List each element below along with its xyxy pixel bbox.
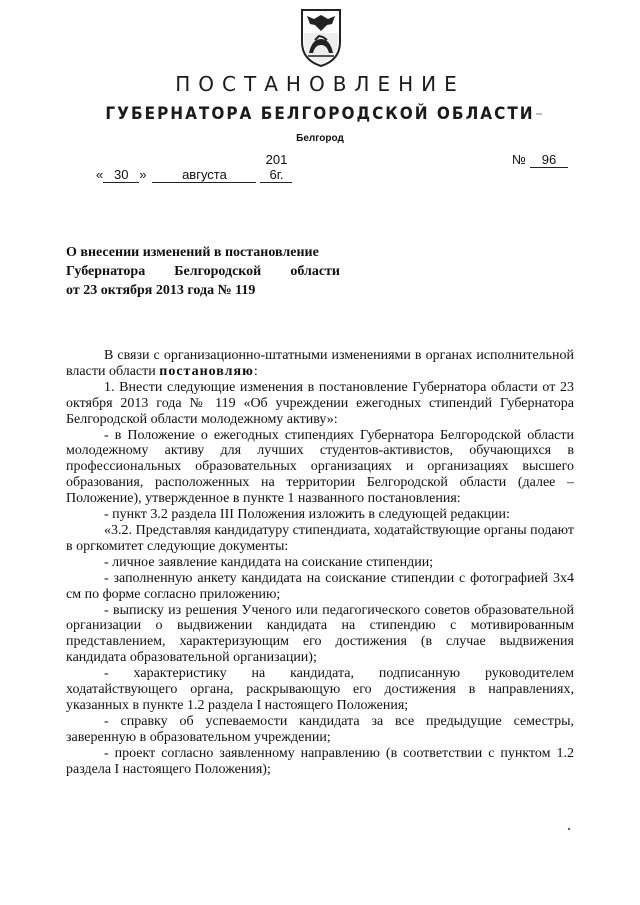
scan-speck — [536, 112, 544, 116]
title-line-2: Губернатора Белгородской области — [66, 264, 340, 279]
document-type-heading: ПОСТАНОВЛЕНИЕ — [175, 72, 465, 96]
title-line-1: О внесении изменений в постановление — [66, 245, 319, 260]
resolve-colon: : — [253, 363, 258, 379]
body-paragraph-item-1: 1. Внести следующие изменения в постановление Губернатора области от 23 октября 2013 года № 119 «Об учреждении ежегодных стипендий Губернатора Белгородской области молодежному активу»: — [66, 379, 574, 427]
resolve-word: постановляю — [159, 363, 254, 379]
document-number — [512, 152, 568, 168]
date-year: 201 6г. — [260, 152, 292, 183]
list-item-questionnaire: - заполненную анкету кандидата на соискание стипендии с фотографией 3x4 см по форме согласно приложению; — [66, 570, 574, 602]
title-line-3: от 23 октября 2013 года № 119 — [66, 283, 256, 298]
date-quote-close: » — [139, 167, 147, 182]
list-item-project: - проект согласно заявленному направлению (в соответствии с пунктом 1.2 раздела I настоящего Положения); — [66, 745, 574, 777]
date-day: 30 — [103, 167, 139, 183]
list-item-council-extract: - выписку из решения Ученого или педагогического советов образовательной организации о выдвижении кандидата на стипендию с мотивированным представлением, характеризующим его достижения (в случае выдвижения кандидата образовательной организации); — [66, 602, 574, 666]
date-quote-open: « — [96, 167, 104, 182]
body-paragraph-regulation: - в Положение о ежегодных стипендиях Губернатора Белгородской области молодежному активу для лучших студентов-активистов, обучающихся в профессиональных образовательных организациях и организациях высшего образования, расположенных на территории Белгородской области (далее – Положение), утвержденное в пункте 1 названного постановления: — [66, 427, 574, 507]
body-paragraph-intro — [66, 348, 574, 380]
document-body — [66, 348, 574, 777]
list-item-application: - личное заявление кандидата на соискание стипендии; — [104, 554, 434, 570]
document-date — [96, 152, 292, 183]
list-item-grades-certificate: - справку об успеваемости кандидата за все предыдущие семестры, заверенную в образовательном учреждении; — [66, 713, 574, 745]
city-label: Белгород — [296, 133, 344, 144]
body-paragraph-clause-3-2: - пункт 3.2 раздела III Положения изложить в следующей редакции: — [104, 507, 510, 523]
scan-speck — [566, 826, 572, 832]
date-month: августа — [152, 167, 256, 183]
body-paragraph-documents-intro: «3.2. Представляя кандидатуру стипендиата, ходатайствующие органы подают в оргкомитет следующие документы: — [66, 522, 574, 554]
list-item-reference: - характеристику на кандидата, подписанную руководителем ходатайствующего органа, раскрывающую его достижения в направлениях, указанных в пункте 1.2 раздела I настоящего Положения; — [66, 666, 574, 713]
coat-of-arms-emblem — [296, 6, 346, 68]
issuing-authority-heading: ГУБЕРНАТОРА БЕЛГОРОДСКОЙ ОБЛАСТИ — [105, 104, 535, 124]
intro-text: В связи с организационно-штатными изменениями в органах исполнительной власти области — [66, 348, 574, 379]
number-label: № — [512, 152, 526, 167]
document-title — [66, 243, 340, 300]
number-value: 96 — [530, 152, 568, 168]
